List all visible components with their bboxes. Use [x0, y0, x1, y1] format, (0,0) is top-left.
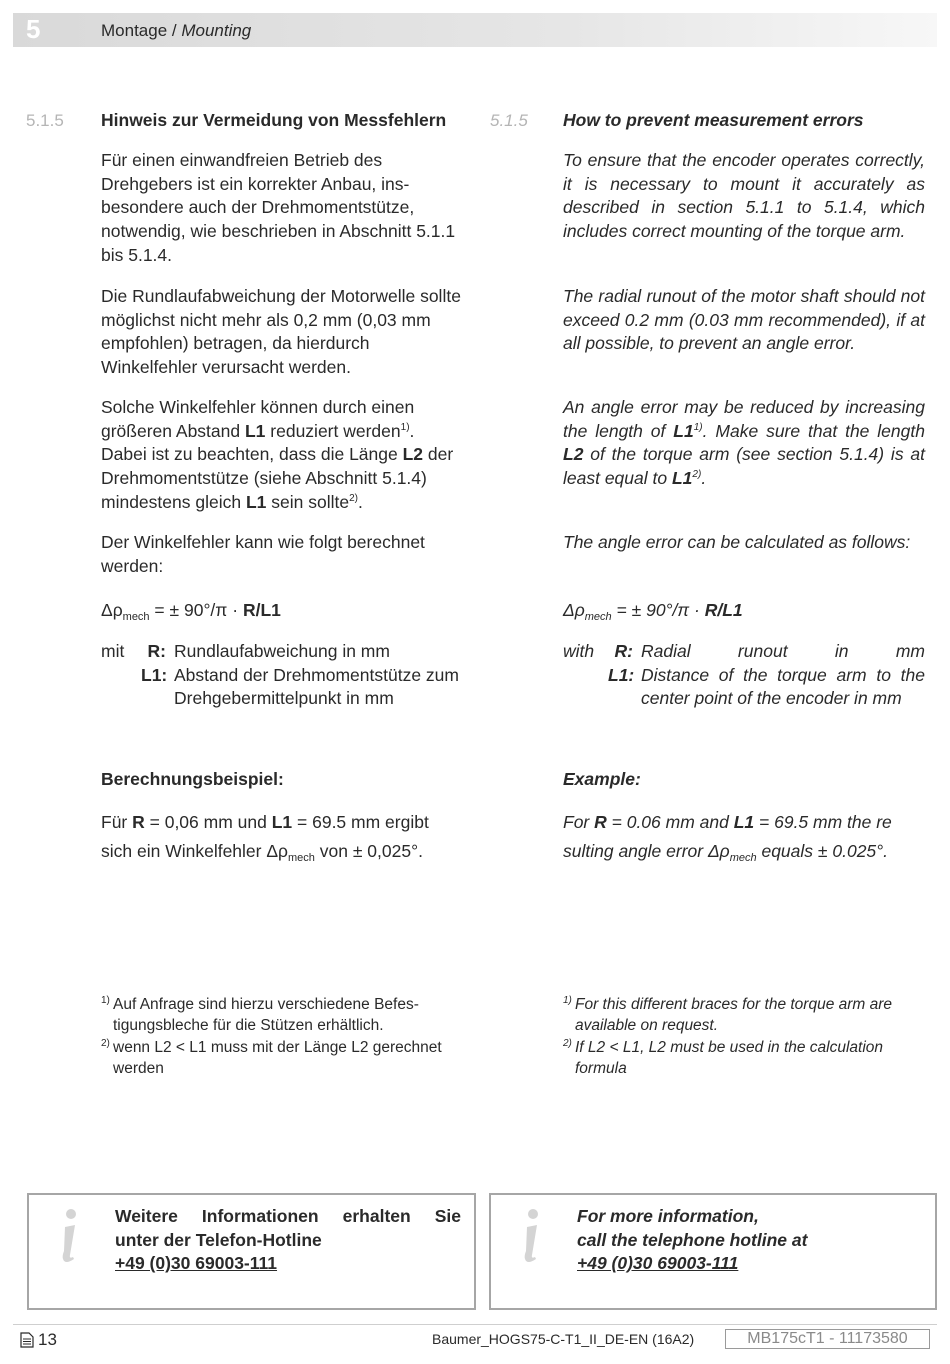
info-i-icon: [521, 1205, 541, 1265]
footnote-1: 1) Auf Anfrage sind hierzu verschiedene Befestigungsbleche für die Stützen erhältlich.: [101, 995, 419, 1035]
legend-r-text: Rundlaufabweichung in mm: [174, 641, 390, 661]
section-title-de: Hinweis zur Vermeidung von Messfehlern: [101, 110, 447, 130]
chapter-title-en: Mounting: [181, 21, 252, 40]
document-name: Baumer_HOGS75-C-T1_II_DE-EN (16A2): [432, 1331, 695, 1347]
footer-rule: [13, 1324, 937, 1325]
en-paragraph-1: To ensure that the encoder operates correctly, it is necessary to mount it accurately as described in section 5.1.1 to 5.1.4, which includes correct mounting of the torque arm.: [563, 150, 925, 242]
en-legend: [563, 640, 925, 711]
de-legend: [101, 640, 461, 711]
en-paragraph-3: An angle error may be reduced by increasing the length of L1$^{1)}$. Make sure that the length L2 of the torque arm (see section 5.1.4) is at least equal to L1$^{2)}$.: [563, 397, 925, 489]
de-paragraph-1: Für einen einwandfreien Betrieb des Drehgebers ist ein korrekter Anbau, insbesondere auch der Drehmomentstütze, notwendig, wie beschrieben in Abschnitt 5.1.1 bis 5.1.4.: [101, 150, 456, 265]
en-footnotes: [563, 994, 925, 1079]
document-icon: [20, 1332, 34, 1348]
info-text-en: For more information, call the telephone hotline at +49 (0)30 69003-111: [577, 1206, 808, 1274]
chapter-number: 5: [26, 14, 41, 44]
de-example-text: Für R = 0,06 mm und L1 = 69.5 mm ergibt sich ein Winkelfehler $\Delta\rho_{mech}$ von ± 0,025°.: [101, 812, 429, 864]
chapter-title-de: Montage /: [101, 21, 182, 40]
section-number-de: 5.1.5: [26, 111, 64, 130]
footnote-ref-1: 1): [400, 421, 410, 433]
info-text-de: Weitere Informationen erhalten Sie unter der Telefon-Hotline +49 (0)30 69003-111: [115, 1206, 461, 1274]
legend-with: with: [563, 641, 595, 661]
footnote-2: 2) wenn L2 < L1 muss mit der Länge L2 gerechnet werden: [101, 1037, 442, 1077]
legend-mit: mit: [101, 641, 125, 661]
en-example-title: Example:: [563, 769, 641, 789]
legend-r-text: Radial runout in mm: [641, 641, 925, 661]
de-formula: $\Delta\rho_{mech}$ = ± 90°/π · R/L1: [101, 600, 281, 623]
section-number-en: 5.1.5: [490, 111, 528, 130]
footnote-1: 1) For this different braces for the torque arm are available on request.: [563, 995, 893, 1035]
de-paragraph-3: Solche Winkelfehler können durch einen größeren Abstand L1 reduziert werden$^{1)}$. Dabei ist zu beachten, dass die Länge L2 der Drehmomentstütze (siehe Abschnitt 5.1.4) mindestens gleich L1 sein sollte$^{2)}$.: [101, 397, 454, 512]
de-paragraph-2: Die Rundlaufabweichung der Motorwelle sollte möglichst nicht mehr als 0,2 mm (0,03 mm empfohlen) betragen, da hierdurch Winkelfehler verursacht werden.: [101, 286, 461, 378]
page-number: 13: [20, 1330, 57, 1350]
legend-l1-key: L1:: [141, 664, 168, 685]
legend-l1-text: Distance of the torque arm to the center point of the encoder in mm: [641, 664, 925, 709]
info-i-icon: [59, 1205, 79, 1265]
legend-l1-text: Abstand der Drehmomentstütze zum Drehgebermittelpunkt in mm: [174, 664, 459, 709]
legend-r-key: R:: [614, 641, 633, 661]
chapter-title: [101, 21, 251, 41]
hotline-phone-de[interactable]: +49 (0)30 69003-111: [115, 1253, 278, 1274]
en-formula: $\Delta\rho_{mech}$ = ± 90°/π · R/L1: [563, 600, 743, 623]
footnote-ref-2: 2): [349, 492, 358, 504]
footnote-ref-1: 1): [693, 421, 703, 433]
de-example-title: Berechnungsbeispiel:: [101, 769, 284, 789]
legend-l1-key: L1:: [608, 664, 635, 685]
legend-r-key: R:: [147, 641, 166, 661]
en-paragraph-4: The angle error can be calculated as follows:: [563, 532, 911, 552]
section-title-en: How to prevent measurement errors: [563, 110, 864, 130]
hotline-phone-en[interactable]: +49 (0)30 69003-111: [577, 1253, 739, 1274]
info-box-de: [27, 1193, 476, 1310]
en-example-text: For R = 0.06 mm and L1 = 69.5 mm the re sulting angle error $\Delta\rho_{mech}$ equals ± 0.025°.: [563, 812, 892, 864]
en-paragraph-2: The radial runout of the motor shaft should not exceed 0.2 mm (0.03 mm recommended), if at all possible, to prevent an angle error.: [563, 286, 925, 354]
footnote-2: 2) If L2 < L1, L2 must be used in the calculation formula: [563, 1037, 884, 1077]
de-footnotes: [101, 994, 473, 1079]
de-paragraph-4: Der Winkelfehler kann wie folgt berechnet werden:: [101, 532, 425, 576]
info-box-en: [489, 1193, 937, 1310]
document-code: MB175cT1 - 11173580: [725, 1329, 930, 1349]
footnote-ref-2: 2): [692, 469, 702, 481]
